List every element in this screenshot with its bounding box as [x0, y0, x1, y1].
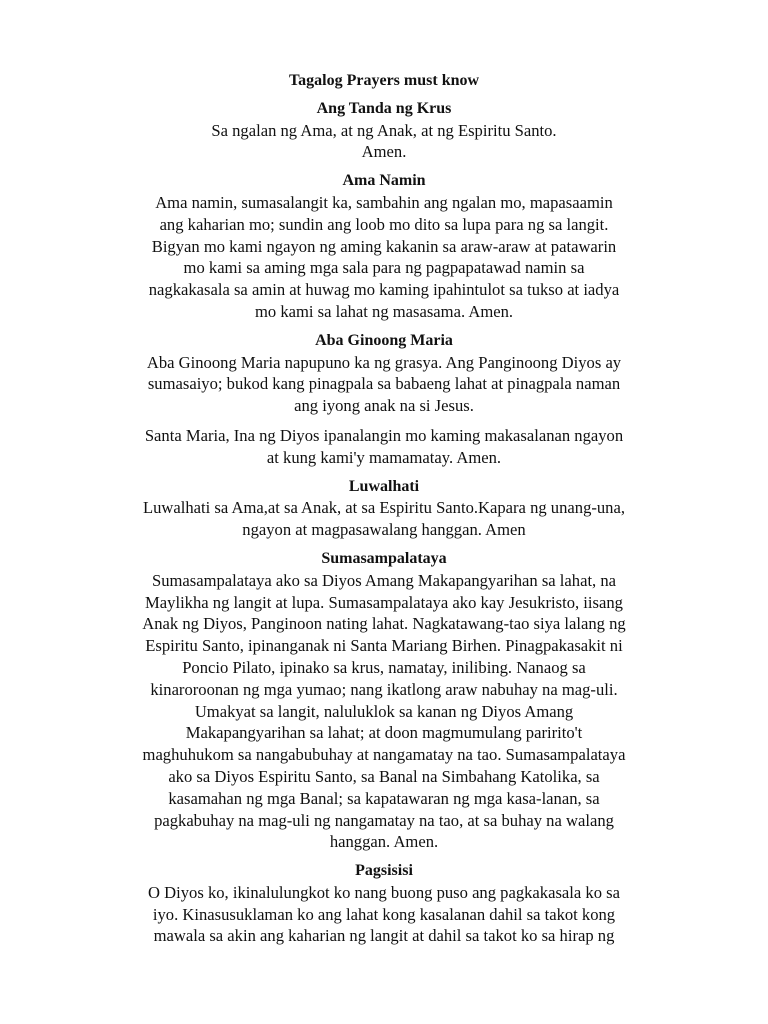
text-line: Espiritu Santo, ipinanganak ni Santa Mariang Birhen. Pinagpakasakit ni [145, 636, 623, 656]
text-line: Poncio Pilato, ipinako sa krus, namatay, inilibing. Nanaog sa [182, 657, 586, 677]
section-title: Sumasampalataya [321, 549, 447, 567]
section-title: Pagsisisi [355, 862, 413, 880]
document-page [80, 70, 688, 954]
prayer-section-ama-namin [80, 170, 688, 323]
text-line: ang kaharian mo; sundin ang loob mo dito sa lupa para ng sa langit. [159, 214, 609, 234]
text-line: sumasaiyo; bukod kang pinagpala sa babaeng lahat at pinagpala naman [147, 374, 621, 394]
text-line: Maylikha ng langit at lupa. Sumasampalataya ako kay Jesukristo, iisang [145, 592, 623, 612]
prayer-section-pagsisisi [80, 860, 688, 947]
text-line: Bigyan mo kami ngayon ng aming kakanin sa araw-araw at patawarin [151, 236, 617, 256]
text-line: ngayon at magpasawalang hanggan. Amen [242, 520, 526, 540]
section-title: Aba Ginoong Maria [315, 331, 453, 349]
prayer-paragraph [80, 352, 688, 417]
text-line: ang iyong anak na si Jesus. [294, 396, 474, 416]
text-line: Makapangyarihan sa lahat; at doon magmumulang paririto't [185, 723, 583, 743]
text-line: nagkakasala sa amin at huwag mo kaming ipahintulot sa tukso at iadya [148, 280, 620, 300]
prayer-paragraph [80, 882, 688, 947]
prayer-paragraph [80, 497, 688, 541]
prayer-paragraph [80, 570, 688, 853]
text-line: Sumasampalataya ako sa Diyos Amang Makapangyarihan sa lahat, na [151, 570, 617, 590]
prayer-section-tanda-ng-krus [80, 98, 688, 163]
prayer-section-sumasampalataya [80, 548, 688, 853]
section-title: Ama Namin [342, 172, 426, 190]
prayer-section-luwalhati [80, 476, 688, 541]
text-line: Sa ngalan ng Ama, at ng Anak, at ng Espiritu Santo. [211, 120, 557, 140]
text-line: Ama namin, sumasalangit ka, sambahin ang ngalan mo, mapasaamin [155, 192, 613, 212]
text-line: kasamahan ng mga Banal; sa kapatawaran ng mga kasa-lanan, sa [168, 788, 600, 808]
text-line: Aba Ginoong Maria napupuno ka ng grasya. Ang Panginoong Diyos ay [146, 352, 622, 372]
text-line: O Diyos ko, ikinalulungkot ko nang buong puso ang pagkakasala ko sa [148, 882, 620, 902]
text-line: maghuhukom sa nangabubuhay at nangamatay na tao. Sumasampalataya [142, 745, 626, 765]
text-line: kinaroroonan ng mga yumao; nang ikatlong araw nabuhay na mag-uli. [150, 679, 618, 699]
text-line: Santa Maria, Ina ng Diyos ipanalangin mo kaming makasalanan ngayon [144, 425, 624, 445]
text-line: Anak ng Diyos, Panginoon nating lahat. Nagkatawang-tao siya lalang ng [142, 614, 626, 634]
text-line: pagkabuhay na mag-uli ng nangamatay na tao, at sa buhay na walang [154, 810, 614, 830]
text-line: at kung kami'y mamamatay. Amen. [266, 447, 502, 467]
text-line: Luwalhati sa Ama,at sa Anak, at sa Espiritu Santo.Kapara ng unang-una, [142, 498, 625, 518]
text-line: mo kami sa lahat ng masasama. Amen. [254, 301, 514, 321]
section-title: Ang Tanda ng Krus [316, 99, 452, 117]
section-title: Luwalhati [348, 477, 420, 495]
text-line: Amen. [361, 142, 407, 162]
prayer-section-aba-ginoong-maria [80, 330, 688, 469]
prayer-paragraph [80, 425, 688, 469]
text-line: ako sa Diyos Espiritu Santo, sa Banal na Simbahang Katolika, sa [168, 766, 600, 786]
prayer-paragraph [80, 192, 688, 323]
text-line: mawala sa akin ang kaharian ng langit at dahil sa takot ko sa hirap ng [153, 926, 615, 946]
text-line: mo kami sa aming mga sala para ng pagpapatawad namin sa [183, 258, 585, 278]
prayer-paragraph [80, 120, 688, 164]
text-line: iyo. Kinasusuklaman ko ang lahat kong kasalanan dahil sa takot kong [152, 904, 616, 924]
document-title: Tagalog Prayers must know [288, 72, 480, 89]
text-line: Umakyat sa langit, naluluklok sa kanan ng Diyos Amang [194, 701, 574, 721]
text-line: hanggan. Amen. [329, 832, 439, 852]
